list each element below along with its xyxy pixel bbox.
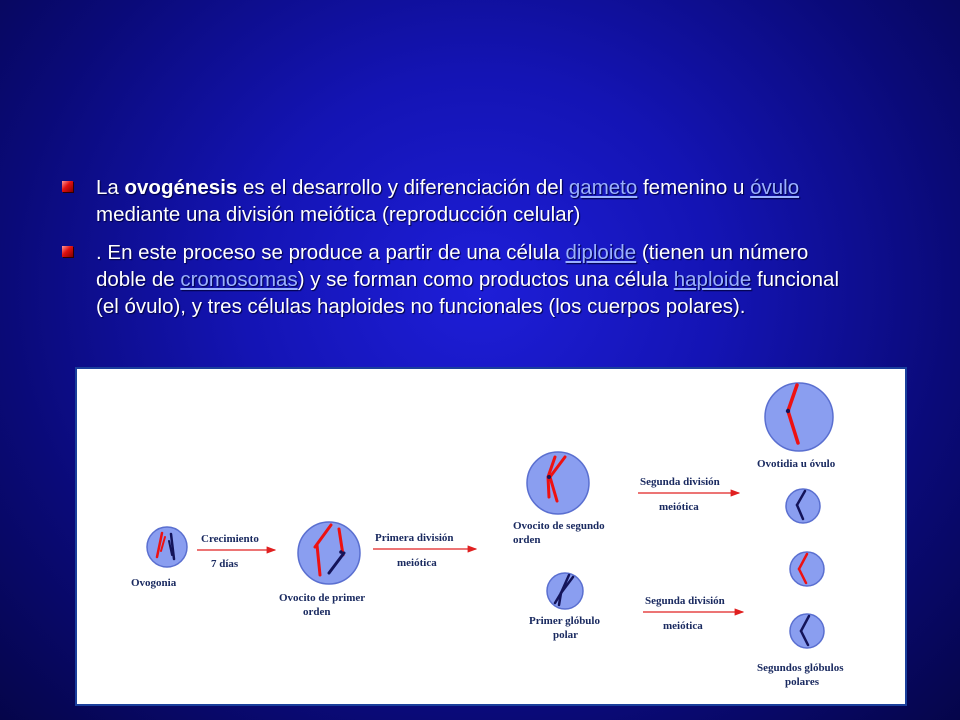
ovogonia-cell (147, 527, 187, 567)
label-segunda-division-b: Segunda división (645, 595, 725, 607)
label-primer-globulo: Primer glóbulo (529, 615, 600, 627)
text: es el desarrollo y diferenciación del (237, 176, 569, 199)
oogenesis-diagram (75, 367, 907, 706)
label-ovocito-primer: Ovocito de primer (279, 592, 366, 604)
ovocito-primer-orden-cell (298, 522, 360, 584)
label-segunda-division-a: Segunda división (640, 476, 720, 488)
text: funcional (el óvulo), y tres células haploides no funcionales (los cuerpos polares). (96, 268, 840, 318)
label-ovocito-segundo-orden: orden (513, 534, 541, 546)
link-haploide[interactable]: haploide (673, 268, 752, 291)
segundo-globulo-polar-cell-2 (790, 552, 824, 586)
text: . En este proceso se produce a partir de una célula (96, 241, 566, 264)
label-meiotica-1: meiótica (397, 557, 437, 569)
label-segundos-globulos: Segundos glóbulos (757, 662, 844, 674)
label-segundos-globulos-polares: polares (785, 676, 820, 688)
label-primer-globulo-polar: polar (553, 629, 579, 641)
text: femenino u (637, 176, 751, 199)
primer-globulo-polar-cell (547, 573, 583, 609)
bullet-text (96, 241, 839, 318)
bold-term: ovogénesis (124, 176, 238, 199)
text: ) y se forman como productos una célula (297, 268, 674, 291)
text: mediante una división meiótica (reproducción celular) (96, 203, 581, 226)
ovocito-segundo-orden-cell (527, 452, 589, 514)
label-ovocito-segundo: Ovocito de segundo (513, 520, 605, 532)
bullet-item-1 (62, 174, 862, 228)
label-meiotica-2: meiótica (659, 501, 699, 513)
link-ovulo[interactable]: óvulo (750, 176, 800, 199)
label-ovocito-primer-orden: orden (303, 606, 331, 618)
ovotidia-cell (765, 383, 833, 451)
label-primera-division: Primera división (375, 532, 454, 544)
link-cromosomas[interactable]: cromosomas (180, 268, 298, 291)
diagram-svg (77, 369, 905, 704)
label-meiotica-3: meiótica (663, 620, 703, 632)
text: (tienen un número doble de (96, 241, 809, 291)
square-bullet-icon (62, 246, 73, 257)
segundo-globulo-polar-cell-1 (786, 489, 820, 523)
bullet-text (96, 176, 799, 226)
link-diploide[interactable]: diploide (565, 241, 637, 264)
segundo-globulo-polar-cell-3 (790, 614, 824, 648)
label-ovotidia: Ovotidia u óvulo (757, 458, 836, 470)
text: La (96, 176, 125, 199)
label-crecimiento: Crecimiento (201, 533, 259, 545)
link-gameto[interactable]: gameto (568, 176, 638, 199)
square-bullet-icon (62, 181, 73, 192)
bullet-item-2 (62, 239, 862, 320)
label-ovogonia: Ovogonia (131, 577, 177, 589)
slide-text (62, 174, 862, 320)
label-7-dias: 7 días (211, 558, 239, 570)
